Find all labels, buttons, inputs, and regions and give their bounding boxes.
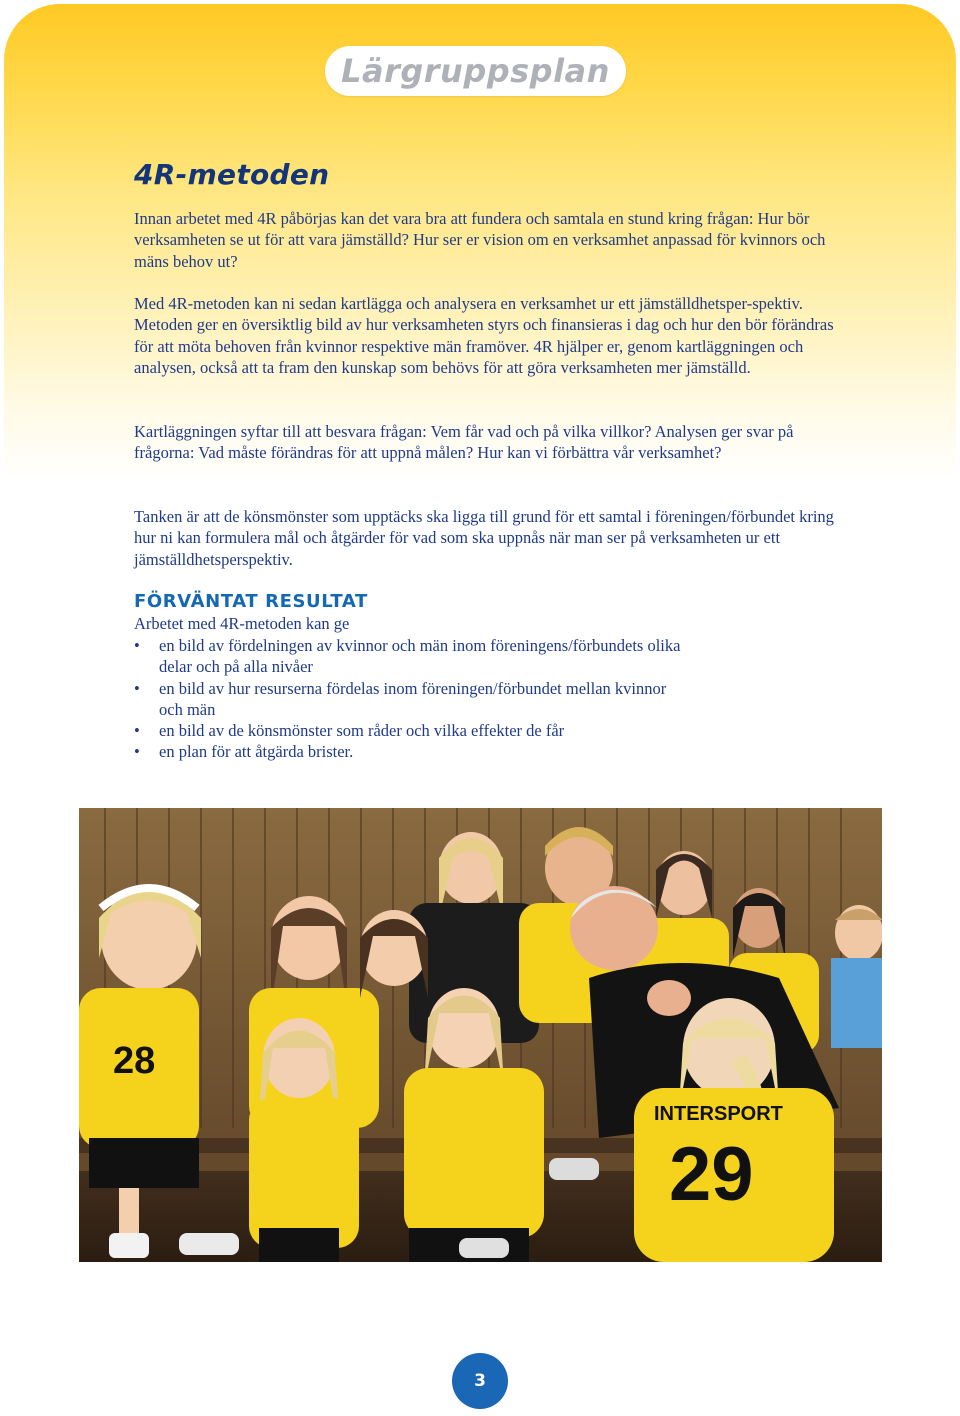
page-number: 3 xyxy=(474,1371,486,1391)
intro-paragraph: Innan arbetet med 4R påbörjas kan det vara bra att fundera och samtala en stund kring frågan: Hur bör verksamheten se ut för att vara jämställd? Hur ser er vision om en verksamhet anpassad för kvinnors och mäns behov ut? xyxy=(134,209,826,271)
jersey-number-28: 28 xyxy=(113,1040,156,1082)
bullet-glyph: • xyxy=(134,636,140,655)
expected-result-list xyxy=(134,635,694,763)
team-photo xyxy=(79,808,882,1262)
page-number-badge xyxy=(452,1353,508,1409)
patterns-paragraph: Tanken är att de könsmönster som upptäcks ska ligga till grund för ett samtal i föreningen/förbundet kring hur ni kan formulera mål och åtgärder för vad som ska uppnås när man ser på verksamheten ur ett jämställdhetsperspektiv. xyxy=(134,507,834,569)
title-pill xyxy=(325,46,626,96)
expected-result-intro: Arbetet med 4R-metoden kan ge xyxy=(134,614,350,633)
list-item-text: en bild av de könsmönster som råder och vilka effekter de får xyxy=(159,721,565,741)
expected-result-heading: FÖRVÄNTAT RESULTAT xyxy=(134,591,368,612)
list-item-text: en plan för att åtgärda brister. xyxy=(159,742,354,762)
bullet-glyph: • xyxy=(134,721,140,741)
list-item xyxy=(134,678,694,721)
section-title: 4R-metoden xyxy=(134,158,330,191)
list-item xyxy=(134,741,694,762)
list-item-text: en bild av hur resurserna fördelas inom föreningen/förbundet mellan kvinnor och män xyxy=(159,678,667,719)
bullet-glyph: • xyxy=(134,742,140,762)
list-item xyxy=(134,720,694,741)
list-item-text: en bild av fördelningen av kvinnor och män inom föreningens/förbundets olika delar och på alla nivåer xyxy=(159,636,681,677)
banner-title: Lärgruppsplan xyxy=(341,52,610,90)
mapping-paragraph: Kartläggningen syftar till att besvara frågan: Vem får vad och på vilka villkor? Analysen ger svar på frågorna: Vad måste förändras för att uppnå målen? Hur kan vi förbättra vår verksamhet? xyxy=(134,422,794,463)
list-item xyxy=(134,635,694,678)
bullet-glyph: • xyxy=(134,678,140,698)
jersey-sponsor: INTERSPORT xyxy=(654,1103,783,1125)
team-photo-illustration xyxy=(79,808,882,1262)
jersey-number-29: 29 xyxy=(669,1132,754,1217)
method-paragraph: Med 4R-metoden kan ni sedan kartlägga och analysera en verksamhet ur ett jämställdhetsper-spektiv. Metoden ger en översiktlig bild av hur verksamheten styrs och finansieras i dag och hur den bör förändras för att möta behoven från kvinnor respektive män framöver. 4R hjälper er, genom kartläggningen och analysen, också att ta fram den kunskap som behövs för att göra verksamheten mer jämställd. xyxy=(134,294,834,377)
